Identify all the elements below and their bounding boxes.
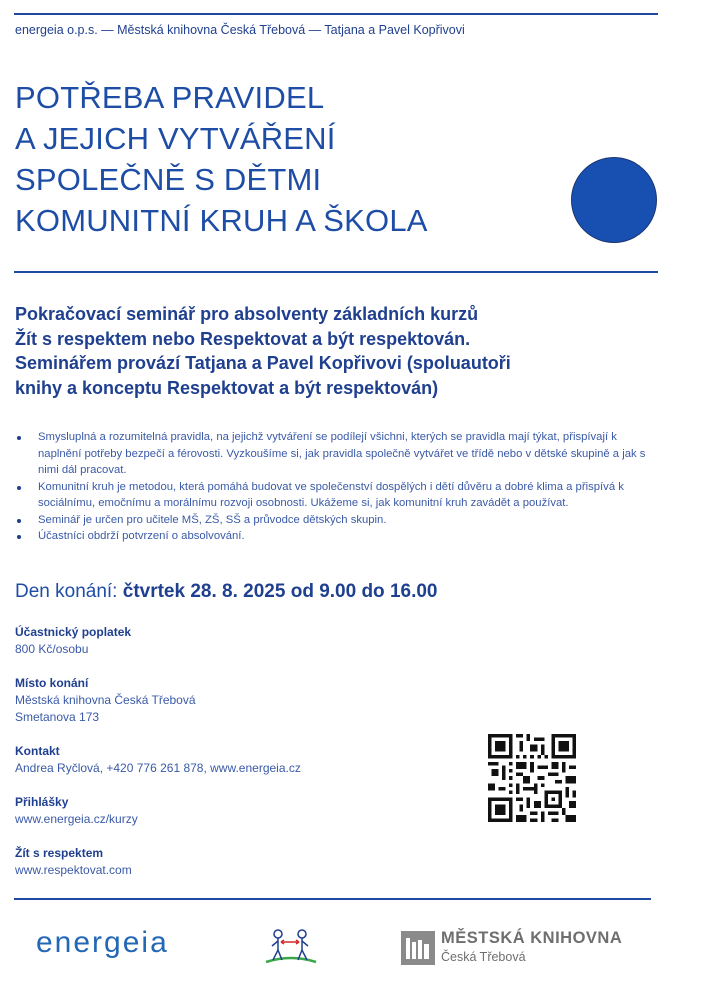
signup-block xyxy=(15,794,435,828)
bullet-list xyxy=(15,429,650,545)
fee-value: 800 Kč/osobu xyxy=(15,642,89,656)
zit-block xyxy=(15,845,435,879)
list-item: Seminář je určen pro učitele MŠ, ZŠ, SŠ a průvodce dětských skupin. xyxy=(15,512,650,529)
signup-link[interactable]: www.energeia.cz/kurzy xyxy=(15,812,138,826)
date-label: Den konání: xyxy=(15,581,118,602)
title-line: KOMUNITNÍ KRUH A ŠKOLA xyxy=(15,203,428,238)
seminar-subtitle xyxy=(15,302,511,400)
fee-block xyxy=(15,624,435,658)
title-line: A JEJICH VYTVÁŘENÍ xyxy=(15,121,336,156)
qr-code-icon[interactable] xyxy=(488,734,576,822)
page-title xyxy=(15,77,428,241)
subtitle-line: Žít s respektem nebo Respektovat a být respektován. xyxy=(15,328,471,349)
date-value: čtvrtek 28. 8. 2025 od 9.00 do 16.00 xyxy=(122,581,438,602)
title-line: POTŘEBA PRAVIDEL xyxy=(15,80,325,115)
subtitle-line: Seminářem provází Tatjana a Pavel Kopřivovi (spoluautoři xyxy=(15,353,511,373)
venue-address: Smetanova 173 xyxy=(15,710,100,724)
contact-block xyxy=(15,743,435,777)
list-item: Smysluplná a rozumitelná pravidla, na jejichž vytváření se podílejí všichni, kterých se pravidla mají týkat, přispívají k naplnění potřeby bezpečí a férovosti. Vyzkoušíme si, jak pravidla společně vytvářet ve třídě nebo v dětské skupině a jak s nimi dál pracovat. xyxy=(15,429,650,479)
list-item: Účastníci obdrží potvrzení o absolvování. xyxy=(15,528,650,545)
zit-link[interactable]: www.respektovat.com xyxy=(15,863,132,877)
library-city: Česká Třebová xyxy=(441,950,526,964)
fee-label: Účastnický poplatek xyxy=(15,625,132,639)
library-logo xyxy=(401,928,651,968)
header-organizers: energeia o.p.s. — Městská knihovna Česká Třebová — Tatjana a Pavel Kopřivovi xyxy=(15,23,465,37)
library-books-icon xyxy=(401,931,435,965)
subtitle-line: Pokračovací seminář pro absolventy základních kurzů xyxy=(15,304,479,324)
subtitle-line: knihy a konceptu Respektovat a být respektován) xyxy=(15,377,439,398)
contact-label: Kontakt xyxy=(15,744,60,758)
event-date xyxy=(15,581,438,603)
zit-s-respektem-logo-icon xyxy=(262,924,320,968)
contact-value[interactable]: Andrea Ryčlová, +420 776 261 878, www.energeia.cz xyxy=(15,761,301,775)
library-name: MĚSTSKÁ KNIHOVNA xyxy=(441,929,623,947)
footer-rule xyxy=(14,898,651,900)
energeia-logo: energeia xyxy=(36,926,169,959)
zit-label: Žít s respektem xyxy=(15,846,104,860)
venue-block xyxy=(15,675,435,726)
signup-label: Přihlášky xyxy=(15,795,69,809)
top-rule xyxy=(14,13,658,15)
title-line: SPOLEČNĚ S DĚTMI xyxy=(15,162,322,197)
title-rule xyxy=(14,271,658,273)
list-item: Komunitní kruh je metodou, která pomáhá budovat ve společenství dospělých i dětí důvěru a dobré klima a přispívá k sociálnímu, emočnímu a morálnímu rozvoji osobnosti. Ukážeme si, jak komunitní kruh zavádět a používat. xyxy=(15,479,650,512)
venue-name: Městská knihovna Česká Třebová xyxy=(15,693,196,707)
decorative-circle xyxy=(571,157,657,243)
venue-label: Místo konání xyxy=(15,676,89,690)
